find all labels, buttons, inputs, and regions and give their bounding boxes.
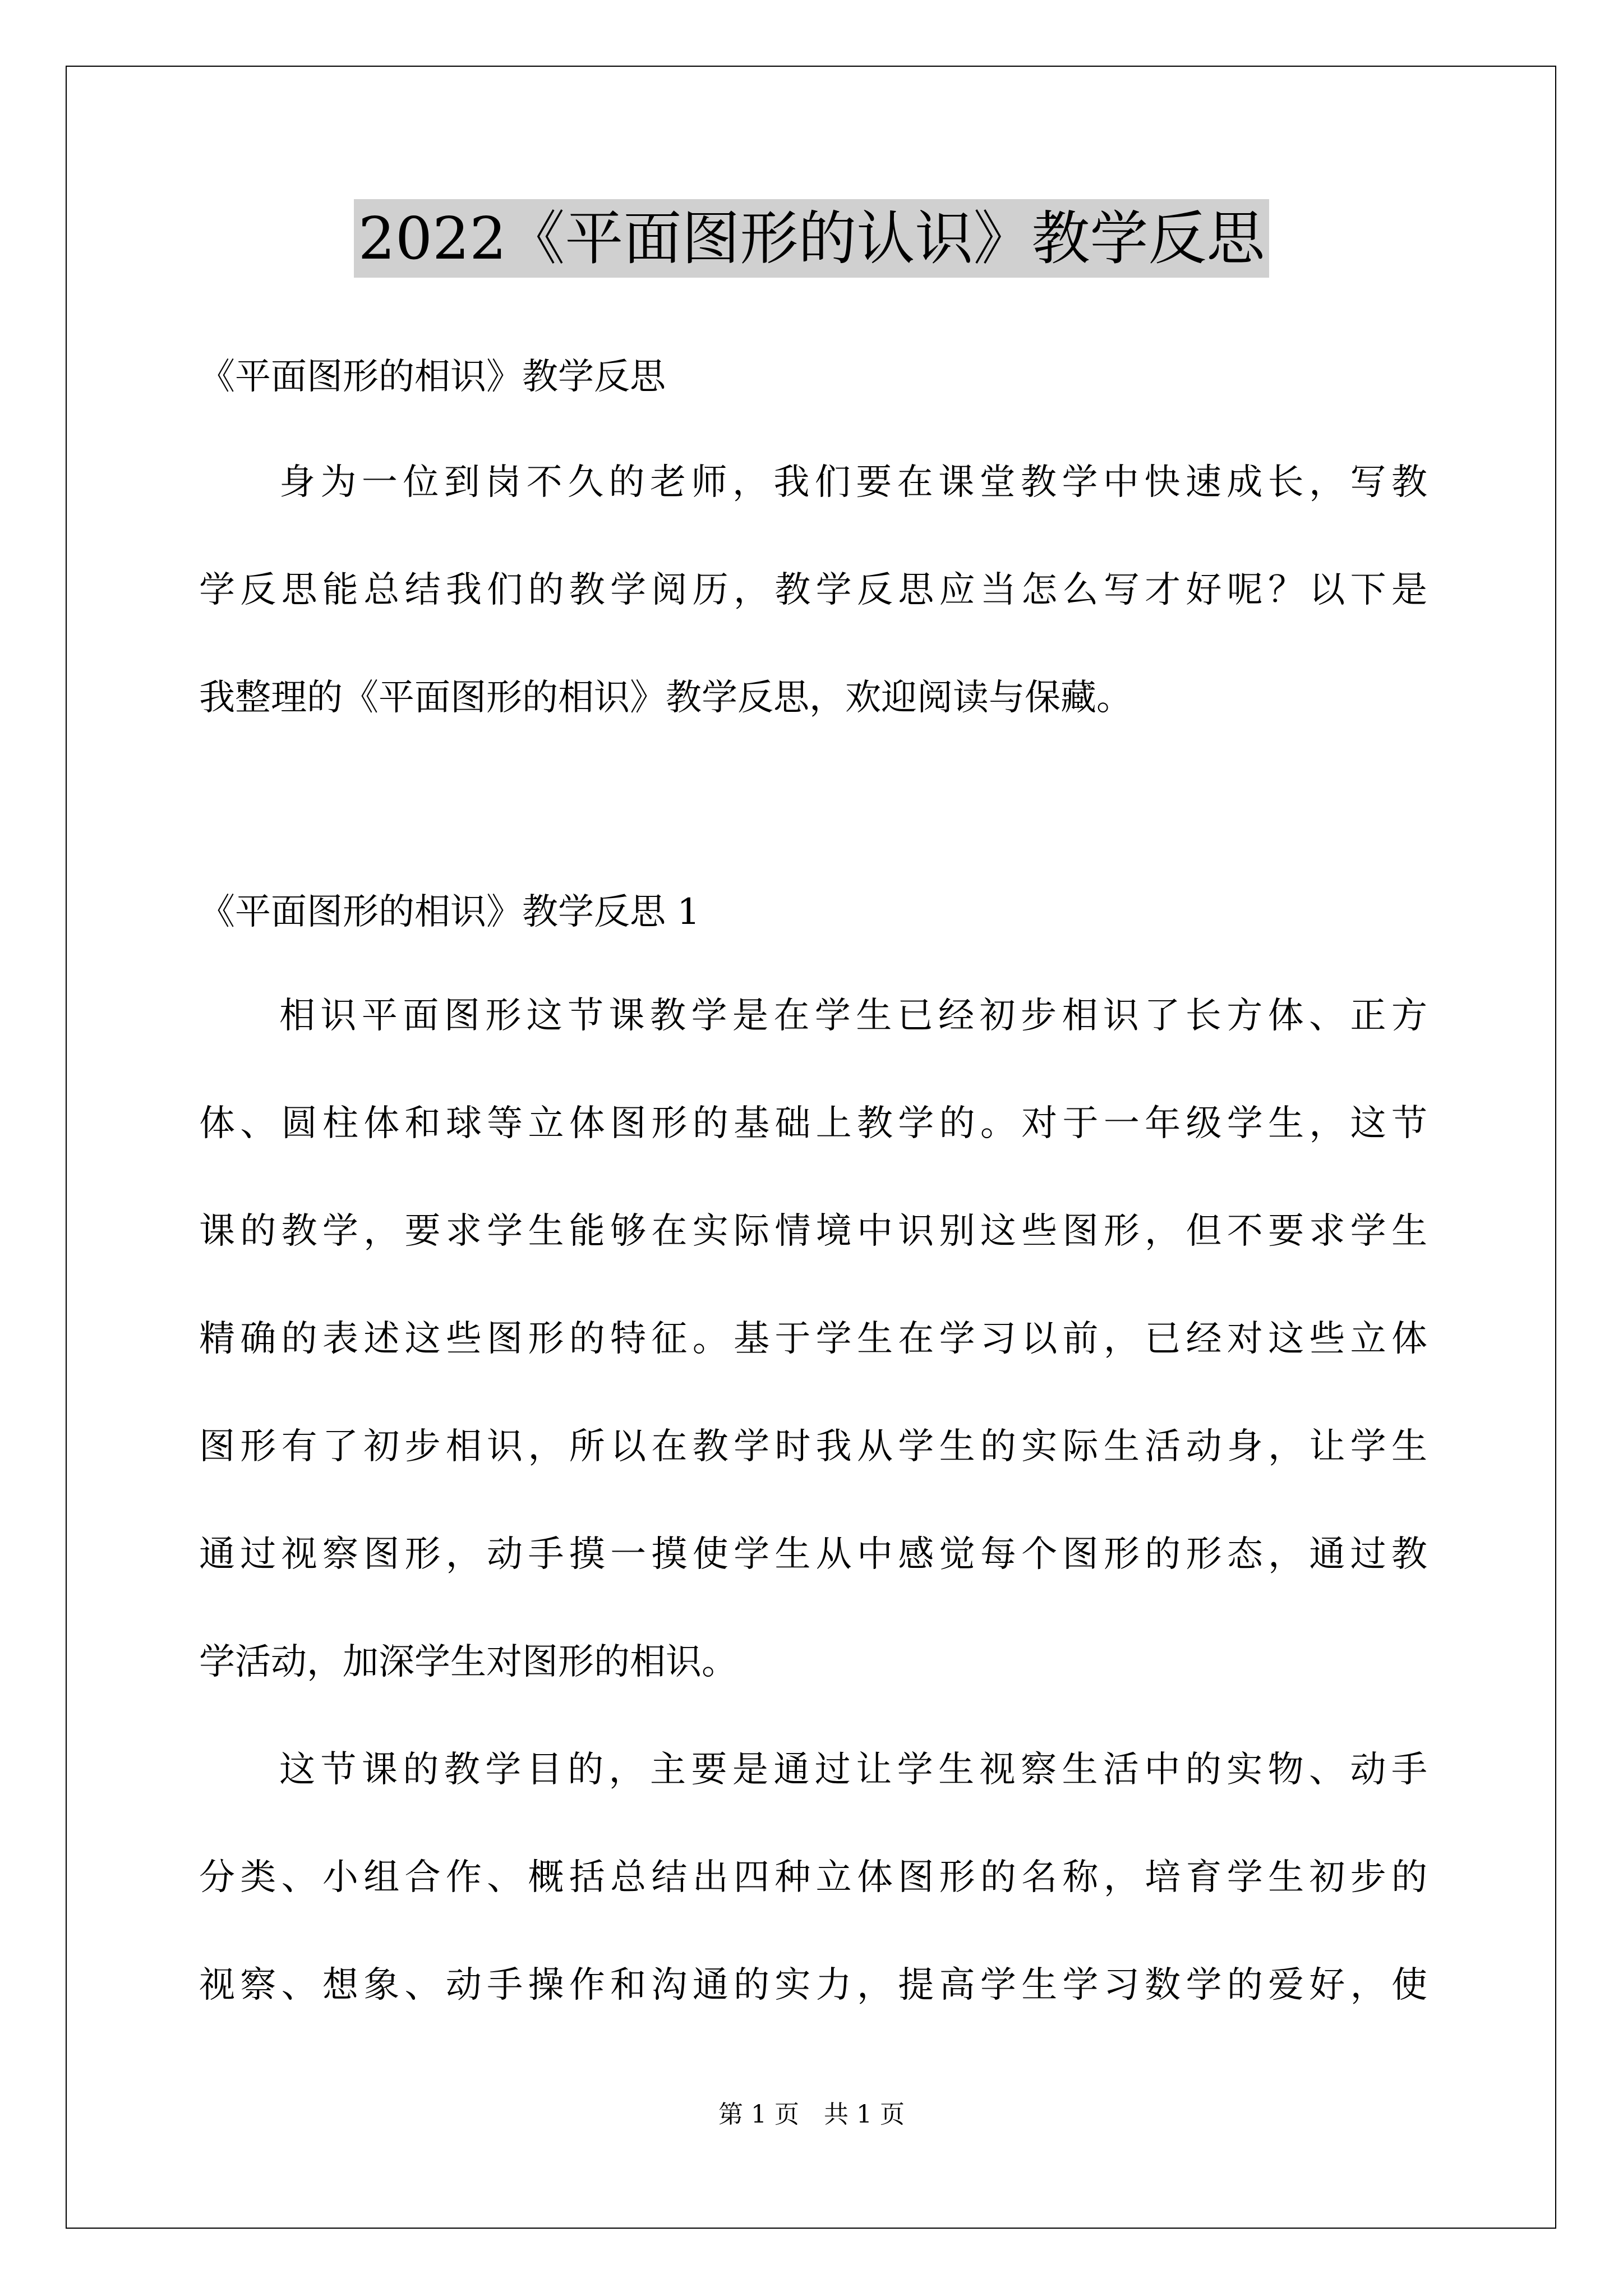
paragraph-line: 精确的表述这些图形的特征。基于学生在学习以前，已经对这些立体 bbox=[199, 1318, 1427, 1360]
title-container bbox=[0, 199, 1623, 278]
intro-line: 学反思能总结我们的教学阅历，教学反思应当怎么写才好呢？以下是 bbox=[199, 569, 1427, 611]
paragraph-line: 通过视察图形，动手摸一摸使学生从中感觉每个图形的形态，通过教 bbox=[199, 1534, 1427, 1575]
intro-line: 身为一位到岗不久的老师，我们要在课堂教学中快速成长，写教 bbox=[279, 462, 1427, 503]
section-heading: 《平面图形的相识》教学反思 1 bbox=[199, 891, 700, 933]
paragraph-line: 视察、想象、动手操作和沟通的实力，提高学生学习数学的爱好，使 bbox=[199, 1964, 1427, 2006]
document-title: 2022《平面图形的认识》教学反思 bbox=[354, 199, 1270, 278]
page-footer: 第 1 页 共 1 页 bbox=[718, 2100, 905, 2129]
paragraph-line: 分类、小组合作、概括总结出四种立体图形的名称，培育学生初步的 bbox=[199, 1857, 1427, 1898]
paragraph-line: 学活动，加深学生对图形的相识。 bbox=[199, 1641, 737, 1683]
paragraph-line: 这节课的教学目的，主要是通过让学生视察生活中的实物、动手 bbox=[279, 1749, 1427, 1791]
paragraph-line: 相识平面图形这节课教学是在学生已经初步相识了长方体、正方 bbox=[279, 995, 1427, 1037]
intro-line: 我整理的《平面图形的相识》教学反思，欢迎阅读与保藏。 bbox=[199, 677, 1132, 719]
intro-heading: 《平面图形的相识》教学反思 bbox=[199, 356, 666, 398]
paragraph-line: 课的教学，要求学生能够在实际情境中识别这些图形，但不要求学生 bbox=[199, 1211, 1427, 1252]
paragraph-line: 图形有了初步相识，所以在教学时我从学生的实际生活动身，让学生 bbox=[199, 1426, 1427, 1467]
paragraph-line: 体、圆柱体和球等立体图形的基础上教学的。对于一年级学生，这节 bbox=[199, 1103, 1427, 1144]
